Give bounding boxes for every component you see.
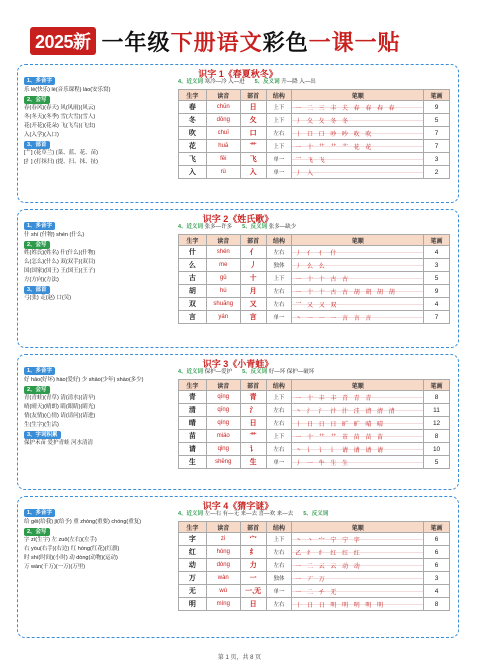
note-line: 时 shí(时间)(小时) 动 dòng(动物)(运动): [24, 554, 118, 561]
table-cell: 丨 日 日 明 明 明 明 明: [292, 598, 424, 611]
table-cell: 吹: [179, 127, 207, 140]
table-cell: 左右: [266, 298, 292, 311]
table-row: [179, 285, 450, 298]
character-table: [178, 379, 450, 469]
table-cell: 飞: [240, 153, 266, 166]
table-row: [179, 311, 450, 324]
page-footer: 第 1 页，共 8 页: [217, 655, 262, 661]
table-cell: 万: [179, 572, 207, 585]
table-cell: qíng: [206, 417, 240, 430]
table-cell: 入: [240, 166, 266, 179]
table-cell: 入: [179, 166, 207, 179]
table-cell: 4: [424, 298, 450, 311]
table-cell: 生: [240, 456, 266, 469]
table-cell: 左右: [266, 127, 292, 140]
table-cell: 左右: [266, 443, 292, 456]
table-cell: fēi: [206, 153, 240, 166]
table-cell: 11: [424, 404, 450, 417]
table-row: [179, 404, 450, 417]
table-row: [179, 443, 450, 456]
note-line: 冬(冬天)(冬季) 雪(大雪)(雪人): [24, 114, 96, 121]
character-table: [178, 234, 450, 324]
table-header: 生字: [179, 380, 207, 391]
table-row: [179, 101, 450, 114]
table-cell: 5: [424, 272, 450, 285]
lesson-notes: [24, 221, 184, 303]
table-row: [179, 259, 450, 272]
table-cell: huā: [206, 140, 240, 153]
lesson-notes: [24, 76, 184, 167]
table-cell: 左右: [266, 546, 292, 559]
table-cell: 左右: [266, 598, 292, 611]
note-line: 方(方向)(方法): [24, 276, 59, 283]
table-cell: 日: [240, 101, 266, 114]
table-cell: 一 十 十 古 古: [292, 272, 424, 285]
table-cell: gǔ: [206, 272, 240, 285]
note-line: [扌] (打抹扫) (提、扫、抹、扯): [24, 159, 98, 166]
table-cell: 艹: [240, 140, 266, 153]
lesson-notes: [24, 366, 184, 448]
lesson-notes: [24, 508, 184, 572]
table-header: 部首: [240, 90, 266, 101]
table-cell: shén: [206, 246, 240, 259]
table-cell: 乛 飞 飞: [292, 153, 424, 166]
table-row: [179, 598, 450, 611]
table-cell: 单一: [266, 456, 292, 469]
note-line: 春(春风)(春天) 风(风雨)(风云): [24, 105, 96, 112]
table-header: 笔画: [424, 235, 450, 246]
table-header: 生字: [179, 235, 207, 246]
table-cell: dōng: [206, 114, 240, 127]
table-cell: 一 十 十 古 古 胡 胡 胡 胡: [292, 285, 424, 298]
table-row: [179, 246, 450, 259]
table-cell: 丿 么 么: [292, 259, 424, 272]
note-line: 好 hǎo(好坏) hào(爱好) 少 shǎo(少年) shào(多少): [24, 376, 144, 383]
table-cell: 3: [424, 572, 450, 585]
word-notes: 4、近义词 保护—爱护 5、反义词 好—坏 保护—破坏: [178, 369, 315, 375]
table-cell: 左右: [266, 404, 292, 417]
table-cell: chūn: [206, 101, 240, 114]
note-line: 情(友情)(心情) 请(请问)(请进): [24, 412, 96, 419]
table-header: 笔顺: [292, 235, 424, 246]
table-cell: 青: [240, 391, 266, 404]
table-row: [179, 417, 450, 430]
table-cell: 苗: [179, 430, 207, 443]
table-cell: 一 二 チ 无: [292, 585, 424, 598]
lesson-table-area: [178, 222, 454, 324]
table-cell: 一 十 艹 艹 艹 花 花: [292, 140, 424, 153]
note-line: 国(国家)(国王) 王(国王)(王子): [24, 267, 96, 274]
table-cell: 乛 又 又 双: [292, 298, 424, 311]
section-label: 2、会写: [24, 96, 50, 104]
word-notes: 4、近义词 左—右 有—无 来—去 喜—欢 来—去 5、反义词: [178, 511, 329, 517]
table-cell: 10: [424, 443, 450, 456]
table-cell: 氵: [240, 404, 266, 417]
table-cell: 12: [424, 417, 450, 430]
note-line: 姓(姓氏)(姓名) 什(什么)(什物): [24, 250, 96, 257]
table-row: [179, 533, 450, 546]
lesson-table-area: [178, 367, 454, 469]
table-header: 笔顺: [292, 380, 424, 391]
table-row: [179, 391, 450, 404]
table-cell: 飞: [179, 153, 207, 166]
table-cell: 花: [179, 140, 207, 153]
lesson-title: 识字 1《春夏秋冬》: [198, 69, 278, 79]
table-cell: qīng: [206, 404, 240, 417]
table-cell: 宀: [240, 533, 266, 546]
table-row: [179, 114, 450, 127]
section-label: 3、字词积累: [24, 431, 61, 439]
table-cell: 9: [424, 101, 450, 114]
table-header: 部首: [240, 522, 266, 533]
table-cell: 艹: [240, 430, 266, 443]
character-table: [178, 521, 450, 611]
lesson-panel: [17, 496, 459, 638]
table-cell: 左右: [266, 417, 292, 430]
table-cell: 青: [179, 391, 207, 404]
table-cell: 请: [179, 443, 207, 456]
table-cell: hú: [206, 285, 240, 298]
table-header: 结构: [266, 235, 292, 246]
table-cell: 单一: [266, 166, 292, 179]
section-label: 3、部首: [24, 141, 50, 149]
table-cell: 上下: [266, 101, 292, 114]
table-cell: 上下: [266, 272, 292, 285]
table-cell: 丶 一 一 一 言 言 言: [292, 311, 424, 324]
section-label: 1、多音字: [24, 77, 55, 85]
word-notes: 4、近义词 寒冷—冷 入—进 5、反义词 升—降 入—出: [178, 79, 316, 85]
year-badge: 2025新: [30, 27, 96, 55]
table-cell: 7: [424, 311, 450, 324]
note-line: [艹] (花草兰) (菜、蓝、花、苗): [24, 150, 98, 157]
table-row: [179, 166, 450, 179]
word-notes: 4、近义词 张多—许多 5、反义词 张多—缺少: [178, 224, 297, 230]
table-cell: 6: [424, 546, 450, 559]
table-cell: wú: [206, 585, 240, 598]
table-cell: 独体: [266, 259, 292, 272]
table-cell: 上下: [266, 533, 292, 546]
note-line: 晴(晴天)(晴朗) 睛(眼睛)(睛光): [24, 404, 96, 411]
table-cell: 丿 一 牛 生 生: [292, 456, 424, 469]
page-header: [30, 26, 450, 56]
table-row: [179, 153, 450, 166]
table-cell: 春: [179, 101, 207, 114]
lesson-panel: [17, 354, 459, 490]
table-cell: wàn: [206, 572, 240, 585]
table-cell: dòng: [206, 559, 240, 572]
table-cell: 月: [240, 285, 266, 298]
table-cell: 4: [424, 246, 450, 259]
table-cell: shuāng: [206, 298, 240, 311]
lesson-panel: [17, 64, 459, 203]
table-cell: 冬: [179, 114, 207, 127]
note-line: 保护禾苗 爱护青蛙 河水清清: [24, 440, 94, 447]
table-cell: hóng: [206, 546, 240, 559]
table-cell: rù: [206, 166, 240, 179]
table-cell: 上下: [266, 430, 292, 443]
table-cell: 单一: [266, 153, 292, 166]
note-line: 么(怎么)(什么) 双(双手)(双目): [24, 259, 96, 266]
table-cell: 清: [179, 404, 207, 417]
table-header: 读音: [206, 235, 240, 246]
table-cell: 独体: [266, 572, 292, 585]
note-line: 生(生字)(生活): [24, 421, 59, 428]
page-title: 一年级下册语文彩色一课一贴: [101, 30, 401, 56]
table-cell: 口: [240, 127, 266, 140]
table-cell: 双: [179, 298, 207, 311]
table-cell: 讠: [240, 443, 266, 456]
table-cell: 3: [424, 259, 450, 272]
table-row: [179, 430, 450, 443]
table-cell: 明: [179, 598, 207, 611]
note-line: 右 yòu(右手)(右边) 红 hóng(红花)(红旗): [24, 546, 120, 553]
table-header: 结构: [266, 522, 292, 533]
table-cell: 丿: [240, 259, 266, 272]
section-label: 1、多音字: [24, 509, 55, 517]
table-row: [179, 585, 450, 598]
table-cell: 8: [424, 430, 450, 443]
table-cell: me: [206, 259, 240, 272]
table-cell: 7: [424, 127, 450, 140]
table-cell: 生: [179, 456, 207, 469]
lesson-panel: [17, 209, 459, 348]
lesson-table-area: [178, 509, 454, 611]
section-label: 2、会写: [24, 241, 50, 249]
table-cell: 丨 日 日 日 旷 旷 晴 晴: [292, 417, 424, 430]
table-cell: 言: [179, 311, 207, 324]
table-cell: 胡: [179, 285, 207, 298]
table-cell: 3: [424, 153, 450, 166]
table-cell: yán: [206, 311, 240, 324]
table-header: 读音: [206, 90, 240, 101]
table-cell: 一 二 三 丰 夫 春 春 春 春: [292, 101, 424, 114]
table-cell: 日: [240, 598, 266, 611]
table-cell: 晴: [179, 417, 207, 430]
table-cell: 单一: [266, 585, 292, 598]
table-cell: 古: [179, 272, 207, 285]
table-cell: 字: [179, 533, 207, 546]
table-cell: 日: [240, 417, 266, 430]
table-header: 笔画: [424, 90, 450, 101]
table-row: [179, 559, 450, 572]
table-cell: 一 二 云 云 动 动: [292, 559, 424, 572]
note-line: 青(青蛙)(青草) 清(清水)(清早): [24, 395, 96, 402]
note-line: 给 gěi(给我) jǐ(给予) 重 zhòng(重要) chóng(重复): [24, 518, 142, 525]
note-line: 弓(张) 走(赵) 口(吴): [24, 295, 72, 302]
table-cell: 一: [240, 572, 266, 585]
table-cell: 什: [179, 246, 207, 259]
section-label: 1、多音字: [24, 367, 55, 375]
table-cell: 十: [240, 272, 266, 285]
section-label: 1、多音字: [24, 222, 55, 230]
table-cell: 一,无: [240, 585, 266, 598]
lesson-table-area: [178, 77, 454, 179]
table-cell: 左右: [266, 285, 292, 298]
table-cell: 又: [240, 298, 266, 311]
table-cell: 一 十 丰 丰 青 青 青: [292, 391, 424, 404]
table-cell: chuī: [206, 127, 240, 140]
table-cell: 6: [424, 533, 450, 546]
table-header: 读音: [206, 522, 240, 533]
table-cell: 力: [240, 559, 266, 572]
table-cell: 2: [424, 166, 450, 179]
table-cell: 丨 口 口 吵 吵 吹 吹: [292, 127, 424, 140]
table-header: 生字: [179, 90, 207, 101]
table-header: 结构: [266, 90, 292, 101]
table-cell: 乙 纟 纟 红 红 红: [292, 546, 424, 559]
table-row: [179, 572, 450, 585]
table-cell: 4: [424, 585, 450, 598]
table-cell: shēng: [206, 456, 240, 469]
table-cell: 一 十 艹 艹 芇 苗 苗 苗: [292, 430, 424, 443]
table-cell: 上下: [266, 114, 292, 127]
section-label: 2、会写: [24, 528, 50, 536]
table-cell: 左右: [266, 246, 292, 259]
character-table: [178, 89, 450, 179]
table-cell: 5: [424, 456, 450, 469]
section-label: 2、会写: [24, 386, 50, 394]
table-header: 部首: [240, 380, 266, 391]
table-cell: 丿 亻 亻 什: [292, 246, 424, 259]
table-cell: 纟: [240, 546, 266, 559]
note-line: 乐 lè(快乐) lè(音乐课程) lào(安乐窝): [24, 86, 111, 93]
table-header: 笔画: [424, 522, 450, 533]
table-row: [179, 298, 450, 311]
table-cell: zì: [206, 533, 240, 546]
table-cell: 单一: [266, 311, 292, 324]
table-row: [179, 127, 450, 140]
table-header: 生字: [179, 522, 207, 533]
table-cell: 丶 丶 宀 宁 宁 字: [292, 533, 424, 546]
table-cell: míng: [206, 598, 240, 611]
section-label: 3、部首: [24, 286, 50, 294]
table-row: [179, 272, 450, 285]
table-header: 部首: [240, 235, 266, 246]
table-cell: 言: [240, 311, 266, 324]
table-cell: 夂: [240, 114, 266, 127]
lesson-title: 识字 3《小青蛙》: [202, 359, 274, 369]
note-line: 入(入学)(入口): [24, 131, 59, 138]
table-header: 笔顺: [292, 522, 424, 533]
table-cell: 丶 氵 氵 汁 汁 洼 清 清 清: [292, 404, 424, 417]
table-cell: 丿 入: [292, 166, 424, 179]
table-cell: 动: [179, 559, 207, 572]
table-cell: 上下: [266, 140, 292, 153]
table-row: [179, 456, 450, 469]
table-cell: 左右: [266, 559, 292, 572]
table-cell: 么: [179, 259, 207, 272]
note-line: 花(开花)(花朵) 飞(飞鸟)(飞虫): [24, 122, 96, 129]
table-cell: 亻: [240, 246, 266, 259]
table-cell: 7: [424, 140, 450, 153]
note-line: 万 wàn(千万)(一万)(万里): [24, 563, 86, 570]
table-header: 笔画: [424, 380, 450, 391]
table-cell: 9: [424, 285, 450, 298]
table-cell: miáo: [206, 430, 240, 443]
note-line: 字 zì(生字) 左 zuǒ(左右)(左手): [24, 537, 97, 544]
table-cell: 无: [179, 585, 207, 598]
table-cell: 6: [424, 559, 450, 572]
table-cell: 丶 讠 讠 讠 请 请 请 请: [292, 443, 424, 456]
lesson-title: 识字 4《猜字谜》: [202, 501, 274, 511]
table-cell: 一 丆 万: [292, 572, 424, 585]
table-cell: qīng: [206, 391, 240, 404]
lesson-title: 识字 2《姓氏歌》: [202, 214, 274, 224]
table-cell: qǐng: [206, 443, 240, 456]
table-header: 笔顺: [292, 90, 424, 101]
table-cell: 8: [424, 598, 450, 611]
table-cell: 8: [424, 391, 450, 404]
table-header: 读音: [206, 380, 240, 391]
table-header: 结构: [266, 380, 292, 391]
table-cell: 丿 夂 夂 冬 冬: [292, 114, 424, 127]
table-cell: 红: [179, 546, 207, 559]
table-row: [179, 546, 450, 559]
note-line: 什 shí (什物) shén (什么): [24, 231, 85, 238]
table-cell: 5: [424, 114, 450, 127]
table-row: [179, 140, 450, 153]
table-cell: 上下: [266, 391, 292, 404]
